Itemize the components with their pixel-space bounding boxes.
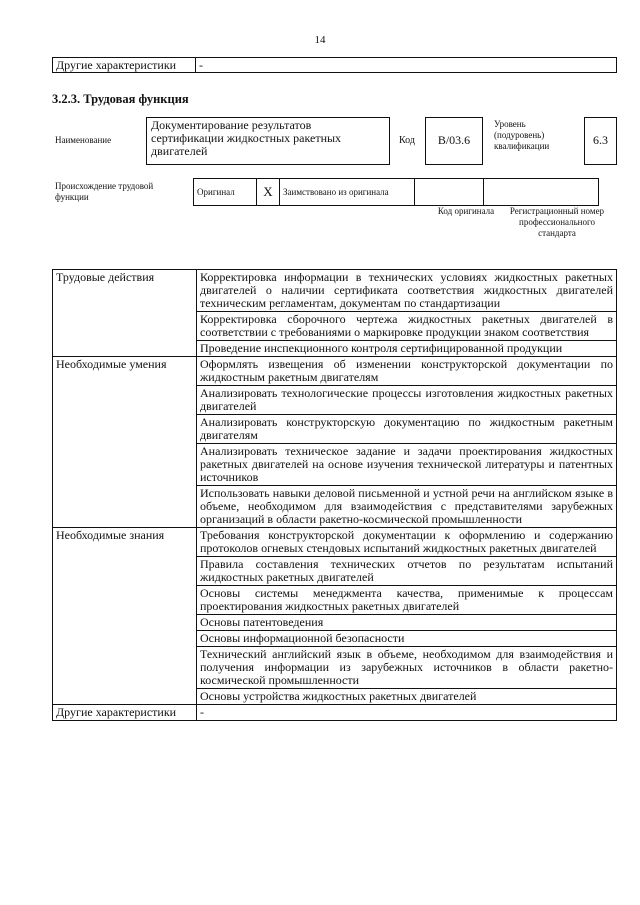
original-label: Оригинал <box>194 179 257 206</box>
original-code-caption: Код оригинала <box>437 206 495 216</box>
code-label: Код <box>399 135 415 146</box>
labor-actions-item: Корректировка сборочного чертежа жидкостных ракетных двигателей в соответствии с требованиями о маркировке продукции знаком соответствия <box>197 312 617 341</box>
borrowed-label: Заимствовано из оригинала <box>280 179 415 206</box>
required-knowledge-item: Требования конструкторской документации к оформлению и содержанию протоколов огневых стендовых испытаний жидкостных ракетных двигателей <box>197 528 617 557</box>
labor-actions-item: Корректировка информации в технических условиях жидкостных ракетных двигателей о наличии сертификата соответствия жидкостных двигателей техническим регламентам, документам по стандартизации <box>197 270 617 312</box>
function-name: Документирование результатов сертификации жидкостных ракетных двигателей <box>146 117 390 165</box>
required-knowledge-item: Правила составления технических отчетов по результатам испытаний жидкостных ракетных двигателей <box>197 557 617 586</box>
other-characteristics-label: Другие характеристики <box>53 705 197 721</box>
required-knowledge-row <box>53 528 617 557</box>
original-mark: X <box>257 179 280 206</box>
other-characteristics-row <box>53 705 617 721</box>
top-other-label: Другие характеристики <box>53 58 196 73</box>
origin-label: Происхождение трудовой функции <box>55 181 154 202</box>
level-value: 6.3 <box>584 117 617 165</box>
required-knowledge-item: Основы информационной безопасности <box>197 631 617 647</box>
section-title: 3.2.3. Трудовая функция <box>52 92 189 106</box>
required-skills-item: Анализировать конструкторскую документацию по жидкостным ракетным двигателям <box>197 415 617 444</box>
required-knowledge-item: Основы патентоведения <box>197 615 617 631</box>
original-code-cell <box>415 179 484 206</box>
labor-actions-row <box>53 270 617 312</box>
function-details-table <box>52 269 617 721</box>
reg-number-caption: Регистрационный номер профессионального стандарта <box>509 206 605 238</box>
origin-table <box>193 178 599 206</box>
top-other-value: - <box>196 58 617 73</box>
labor-actions-label: Трудовые действия <box>53 270 197 357</box>
top-other-characteristics <box>52 57 617 73</box>
required-skills-item: Анализировать технологические процессы изготовления жидкостных ракетных двигателей <box>197 386 617 415</box>
required-skills-item: Анализировать техническое задание и задачи проектирования жидкостных ракетных двигателей на основе изучения технической литературы и патентных источников <box>197 444 617 486</box>
page-number: 14 <box>314 34 326 46</box>
reg-number-cell <box>484 179 599 206</box>
labor-actions-item: Проведение инспекционного контроля сертифицированной продукции <box>197 341 617 357</box>
code-value: В/03.6 <box>425 117 483 165</box>
name-label: Наименование <box>55 135 112 145</box>
required-knowledge-item: Основы устройства жидкостных ракетных двигателей <box>197 689 617 705</box>
required-skills-label: Необходимые умения <box>53 357 197 528</box>
required-knowledge-label: Необходимые знания <box>53 528 197 705</box>
required-skills-row <box>53 357 617 386</box>
other-characteristics-item: - <box>197 705 617 721</box>
required-knowledge-item: Технический английский язык в объеме, необходимом для взаимодействия и получения информации из зарубежных источников в области ракетно-космической промышленности <box>197 647 617 689</box>
required-skills-item: Использовать навыки деловой письменной и устной речи на английском языке в объеме, необходимом для взаимодействия с представителями зарубежных организаций в области ракетно-космической промышленности <box>197 486 617 528</box>
required-skills-item: Оформлять извещения об изменении конструкторской документации по жидкостным ракетным двигателям <box>197 357 617 386</box>
required-knowledge-item: Основы системы менеджмента качества, применимые к процессам проектирования жидкостных ракетных двигателей <box>197 586 617 615</box>
level-label: Уровень (подуровень) квалификации <box>494 119 550 151</box>
